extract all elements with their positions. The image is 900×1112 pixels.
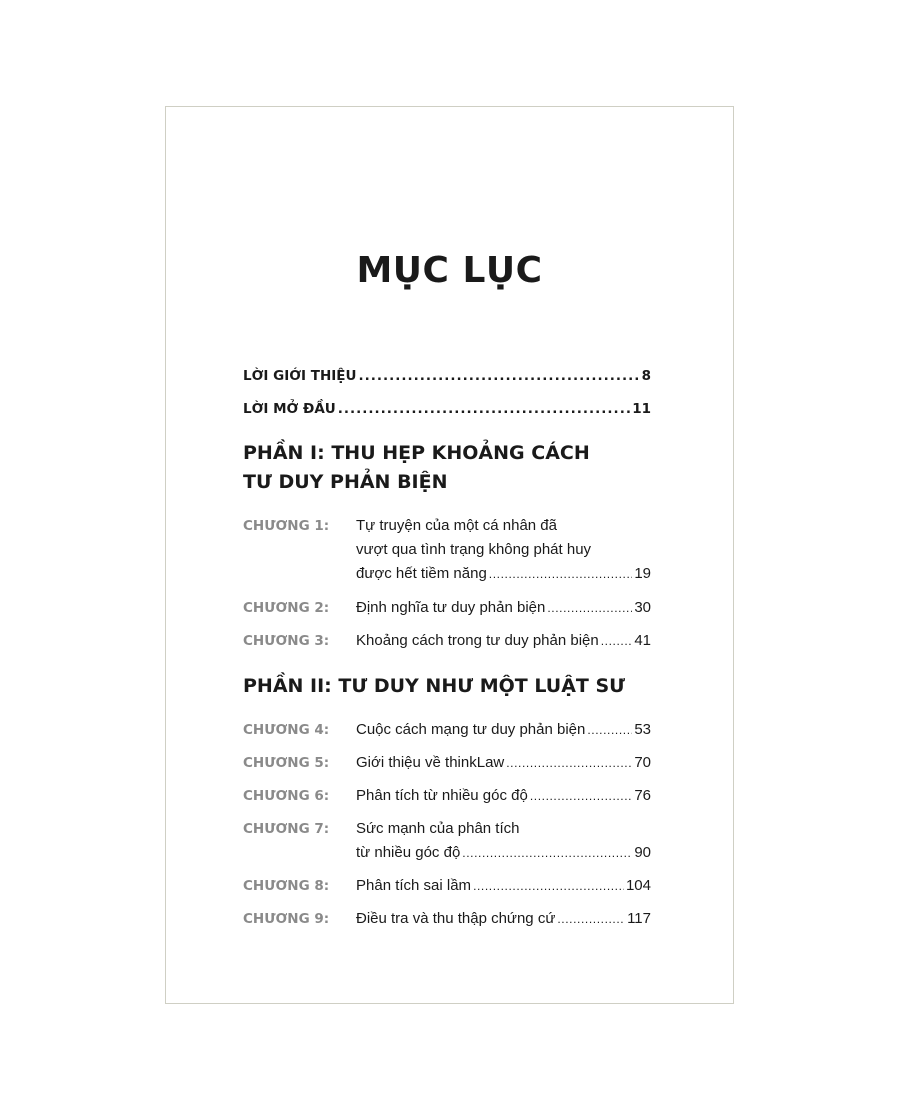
chapter-label: CHƯƠNG 4:	[243, 722, 330, 738]
chapter-title-line: Định nghĩa tư duy phản biện	[356, 599, 546, 616]
chapter-last-line	[356, 718, 651, 742]
chapter-title-line: từ nhiều góc độ	[356, 844, 461, 861]
chapter-page: 30	[634, 599, 651, 616]
chapter-last-line	[356, 596, 651, 620]
chapter-title-line: vượt qua tình trạng không phát huy	[356, 541, 592, 558]
chapter-label: CHƯƠNG 9:	[243, 911, 330, 927]
chapter-title-line: Phân tích từ nhiều góc độ	[356, 787, 528, 804]
chapter-title-line: được hết tiềm năng	[356, 565, 487, 582]
toc-entry-label: LỜI MỞ ĐẦU	[243, 401, 336, 417]
chapter-label: CHƯƠNG 2:	[243, 600, 330, 616]
chapter-last-line	[356, 874, 651, 898]
dot-leader	[547, 596, 632, 620]
chapter-title-line: Sức mạnh của phân tích	[356, 820, 520, 837]
chapter-title-line: Cuộc cách mạng tư duy phản biện	[356, 721, 586, 738]
chapter-last-line	[356, 841, 651, 865]
dot-leader	[473, 874, 624, 898]
dot-leader	[530, 784, 632, 808]
chapter-last-line	[356, 907, 651, 931]
dot-leader	[557, 907, 625, 931]
dot-leader	[358, 368, 639, 384]
part-heading-line: PHẦN II: TƯ DUY NHƯ MỘT LUẬT SƯ	[243, 675, 626, 697]
toc-entry-label: LỜI GIỚI THIỆU	[243, 368, 357, 384]
part-heading-line: TƯ DUY PHẢN BIỆN	[243, 471, 448, 493]
chapter-last-line	[356, 751, 651, 775]
chapter-title-line: Điều tra và thu thập chứng cứ	[356, 910, 556, 927]
chapter-label: CHƯƠNG 3:	[243, 633, 330, 649]
chapter-title	[356, 874, 651, 898]
toc-entry-loi-gioi-thieu	[243, 368, 651, 384]
chapter-page: 117	[627, 910, 651, 927]
chapter-last-line	[356, 562, 651, 586]
book-page	[165, 106, 734, 1004]
chapter-last-line	[356, 784, 651, 808]
chapter-title-line: Tự truyện của một cá nhân đã	[356, 517, 557, 534]
chapter-page: 104	[625, 877, 651, 894]
chapter-title	[356, 907, 651, 931]
chapter-title-line: Phân tích sai lầm	[356, 877, 472, 894]
part-heading-2	[243, 672, 626, 701]
dot-leader	[506, 751, 632, 775]
chapter-title-line: Giới thiệu về thinkLaw	[356, 754, 505, 771]
chapter-title	[356, 718, 651, 742]
dot-leader	[338, 401, 630, 417]
chapter-title	[356, 514, 651, 586]
chapter-title	[356, 596, 651, 620]
chapter-page: 76	[634, 787, 651, 804]
chapter-last-line	[356, 629, 651, 653]
part-heading-line: PHẦN I: THU HẸP KHOẢNG CÁCH	[243, 442, 590, 464]
part-heading-1	[243, 439, 603, 497]
dot-leader	[462, 841, 632, 865]
chapter-title	[356, 629, 651, 653]
dot-leader	[587, 718, 632, 742]
chapter-title	[356, 751, 651, 775]
chapter-label: CHƯƠNG 8:	[243, 878, 330, 894]
chapter-label: CHƯƠNG 7:	[243, 821, 330, 837]
chapter-label: CHƯƠNG 5:	[243, 755, 330, 771]
chapter-page: 19	[634, 565, 651, 582]
toc-entry-page: 8	[641, 368, 651, 384]
dot-leader	[489, 562, 633, 586]
chapter-page: 70	[634, 754, 651, 771]
chapter-title	[356, 817, 651, 865]
dot-leader	[601, 629, 633, 653]
toc-entry-page: 11	[632, 401, 651, 417]
chapter-title-line: Khoảng cách trong tư duy phản biện	[356, 632, 599, 649]
chapter-page: 90	[634, 844, 651, 861]
chapter-page: 41	[634, 632, 651, 649]
chapter-label: CHƯƠNG 6:	[243, 788, 330, 804]
page-title: MỤC LỤC	[356, 250, 543, 291]
chapter-page: 53	[634, 721, 651, 738]
toc-entry-loi-mo-dau	[243, 401, 651, 417]
chapter-title	[356, 784, 651, 808]
chapter-label: CHƯƠNG 1:	[243, 518, 330, 534]
